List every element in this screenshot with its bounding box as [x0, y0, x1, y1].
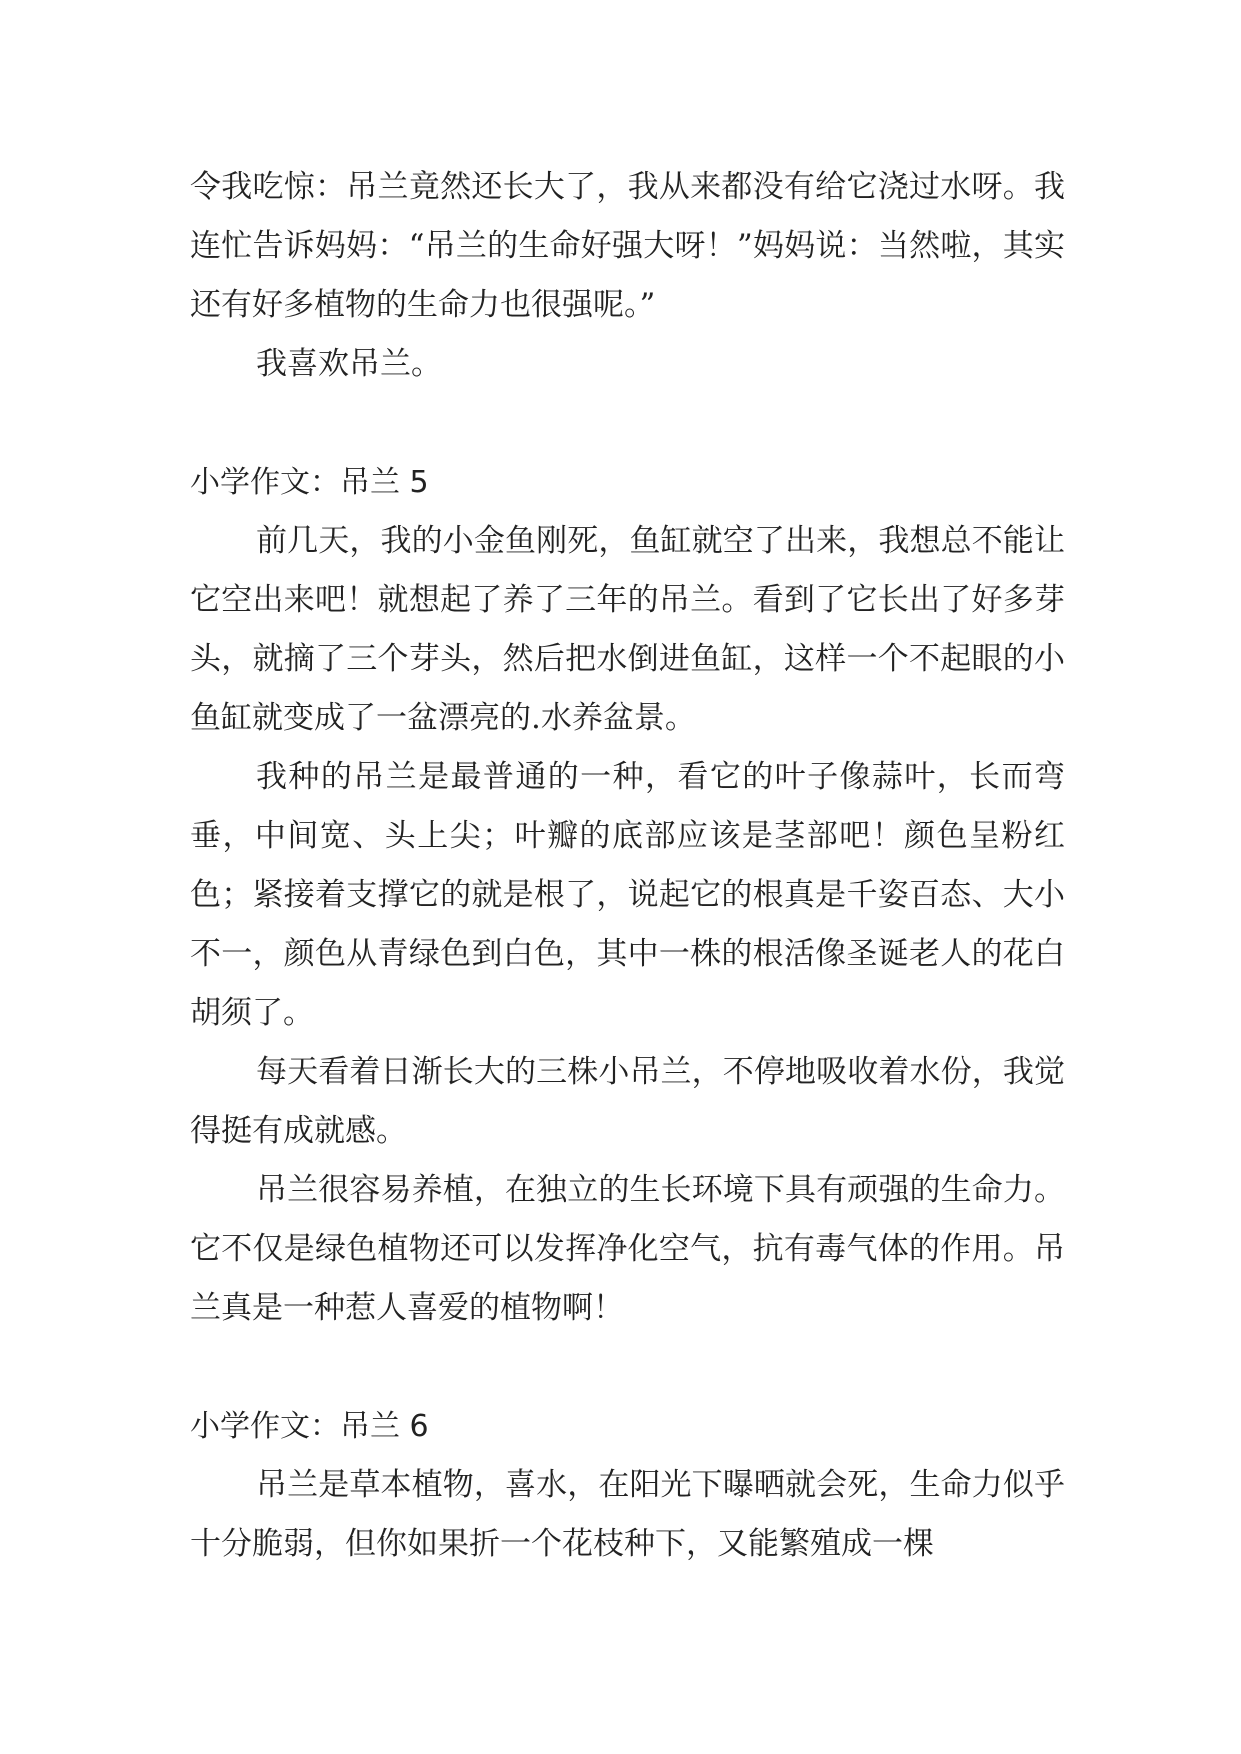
paragraph-closing: 我喜欢吊兰。 [256, 346, 442, 382]
essay-heading-5: 小学作文：吊兰 5 [190, 465, 429, 500]
paragraph-easy-care: 吊兰很容易养植，在独立的生长环境下具有顽强的生命力。它不仅是绿色植物还可以发挥净化空气，抗有毒气体的作用。吊兰真是一种惹人喜爱的植物啊！ [190, 1172, 1065, 1326]
essay-heading-6: 小学作文：吊兰 6 [190, 1409, 429, 1444]
paragraph-plant-description: 我种的吊兰是最普通的一种，看它的叶子像蒜叶，长而弯垂，中间宽、头上尖；叶瓣的底部应该是茎部吧！颜色呈粉红色；紧接着支撑它的就是根了，说起它的根真是千姿百态、大小不一，颜色从青绿色到白色，其中一株的根活像圣诞老人的花白胡须了。 [190, 759, 1065, 1031]
paragraph-goldfish-tank: 前几天，我的小金鱼刚死，鱼缸就空了出来，我想总不能让它空出来吧！就想起了养了三年的吊兰。看到了它长出了好多芽头，就摘了三个芽头，然后把水倒进鱼缸，这样一个不起眼的小鱼缸就变成了一盆漂亮的.水养盆景。 [190, 523, 1065, 736]
document-page [190, 158, 1065, 1574]
paragraph-intro-continued: 令我吃惊：吊兰竟然还长大了，我从来都没有给它浇过水呀。我连忙告诉妈妈：“吊兰的生命好强大呀！”妈妈说：当然啦，其实还有好多植物的生命力也很强呢。” [190, 169, 1065, 323]
paragraph-achievement: 每天看着日渐长大的三株小吊兰，不停地吸收着水份，我觉得挺有成就感。 [190, 1054, 1065, 1149]
paragraph-herbaceous: 吊兰是草本植物，喜水，在阳光下曝晒就会死，生命力似乎十分脆弱，但你如果折一个花枝种下，又能繁殖成一棵 [190, 1467, 1065, 1562]
